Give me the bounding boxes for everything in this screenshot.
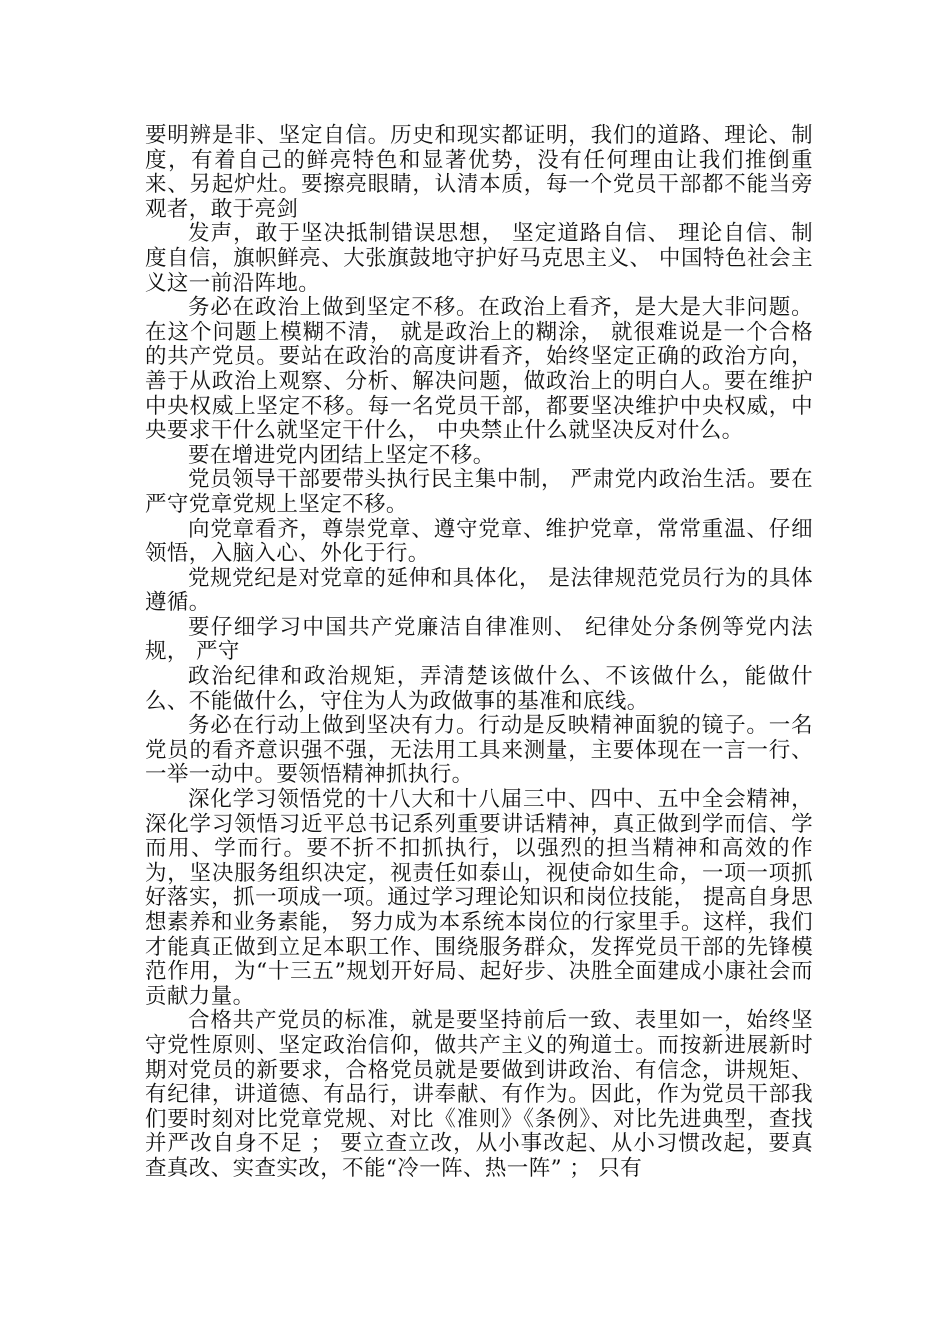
- paragraph: 向党章看齐，尊崇党章、遵守党章、维护党章，常常重温、仔细领悟，入脑入心、外化于行。: [145, 516, 813, 567]
- paragraph: 务必在行动上做到坚决有力。行动是反映精神面貌的镜子。一名党员的看齐意识强不强，无法用工具来测量，主要体现在一言一行、一举一动中。要领悟精神抓执行。: [145, 713, 813, 788]
- paragraph: 深化学习领悟党的十八大和十八届三中、四中、五中全会精神，深化学习领悟习近平总书记系列重要讲话精神，真正做到学而信、学而用、学而行。要不折不扣抓执行，以强烈的担当精神和高效的作为，坚决服务组织决定，视责任如泰山，视使命如生命，一项一项抓好落实，抓一项成一项。通过学习理论知识和岗位技能， 提高自身思想素养和业务素能， 努力成为本系统本岗位的行家里手。这样，我们才能真正做到立足本职工作、围绕服务群众，发挥党员干部的先锋模范作用，为“十三五”规划开好局、起好步、决胜全面建成小康社会而贡献力量。: [145, 787, 813, 1009]
- paragraph: 要仔细学习中国共产党廉洁自律准则、 纪律处分条例等党内法规， 严守: [145, 614, 813, 665]
- paragraph: 党规党纪是对党章的延伸和具体化， 是法律规范党员行为的具体遵循。: [145, 565, 813, 616]
- document-body: [145, 124, 813, 1182]
- paragraph: 要在增进党内团结上坚定不移。: [188, 442, 495, 468]
- paragraph: 政治纪律和政治规矩，弄清楚该做什么、不该做什么，能做什么、不能做什么，守住为人为政做事的基准和底线。: [145, 664, 813, 714]
- paragraph: 合格共产党员的标准，就是要坚持前后一致、表里如一，始终坚守党性原则、坚定政治信仰，做共产主义的殉道士。而按新进展新时期对党员的新要求，合格党员就是要做到讲政治、有信念，讲规矩、有纪律，讲道德、有品行，讲奉献、有作为。因此，作为党员干部我们要时刻对比党章党规、对比《准则》《条例》、对比先进典型，查找并严改自身不足 ； 要立查立改，从小事改起、从小习惯改起，要真查真改、实查实改，不能“冷一阵、热一阵” ； 只有: [145, 1008, 813, 1181]
- paragraph: 发声，敢于坚决抵制错误思想， 坚定道路自信、 理论自信、制度自信，旗帜鲜亮、大张旗鼓地守护好马克思主义、 中国特色社会主义这一前沿阵地。: [145, 221, 813, 296]
- paragraph: 党员领导干部要带头执行民主集中制， 严肃党内政治生活。要在严守党章党规上坚定不移。: [145, 467, 813, 517]
- paragraph: 要明辨是非、坚定自信。历史和现实都证明，我们的道路、理论、制度，有着自己的鲜亮特色和显著优势，没有任何理由让我们推倒重来、另起炉灶。要擦亮眼睛，认清本质，每一个党员干部都不能当旁观者，敢于亮剑: [145, 123, 813, 222]
- paragraph: 务必在政治上做到坚定不移。在政治上看齐，是大是大非问题。在这个问题上模糊不清， 就是政治上的糊涂， 就很难说是一个合格的共产党员。要站在政治的高度讲看齐，始终坚定正确的政治方向，善于从政治上观察、分析、解决问题，做政治上的明白人。要在维护中央权威上坚定不移。每一名党员干部，都要坚决维护中央权威，中央要求干什么就坚定干什么， 中央禁止什么就坚决反对什么。: [145, 295, 813, 444]
